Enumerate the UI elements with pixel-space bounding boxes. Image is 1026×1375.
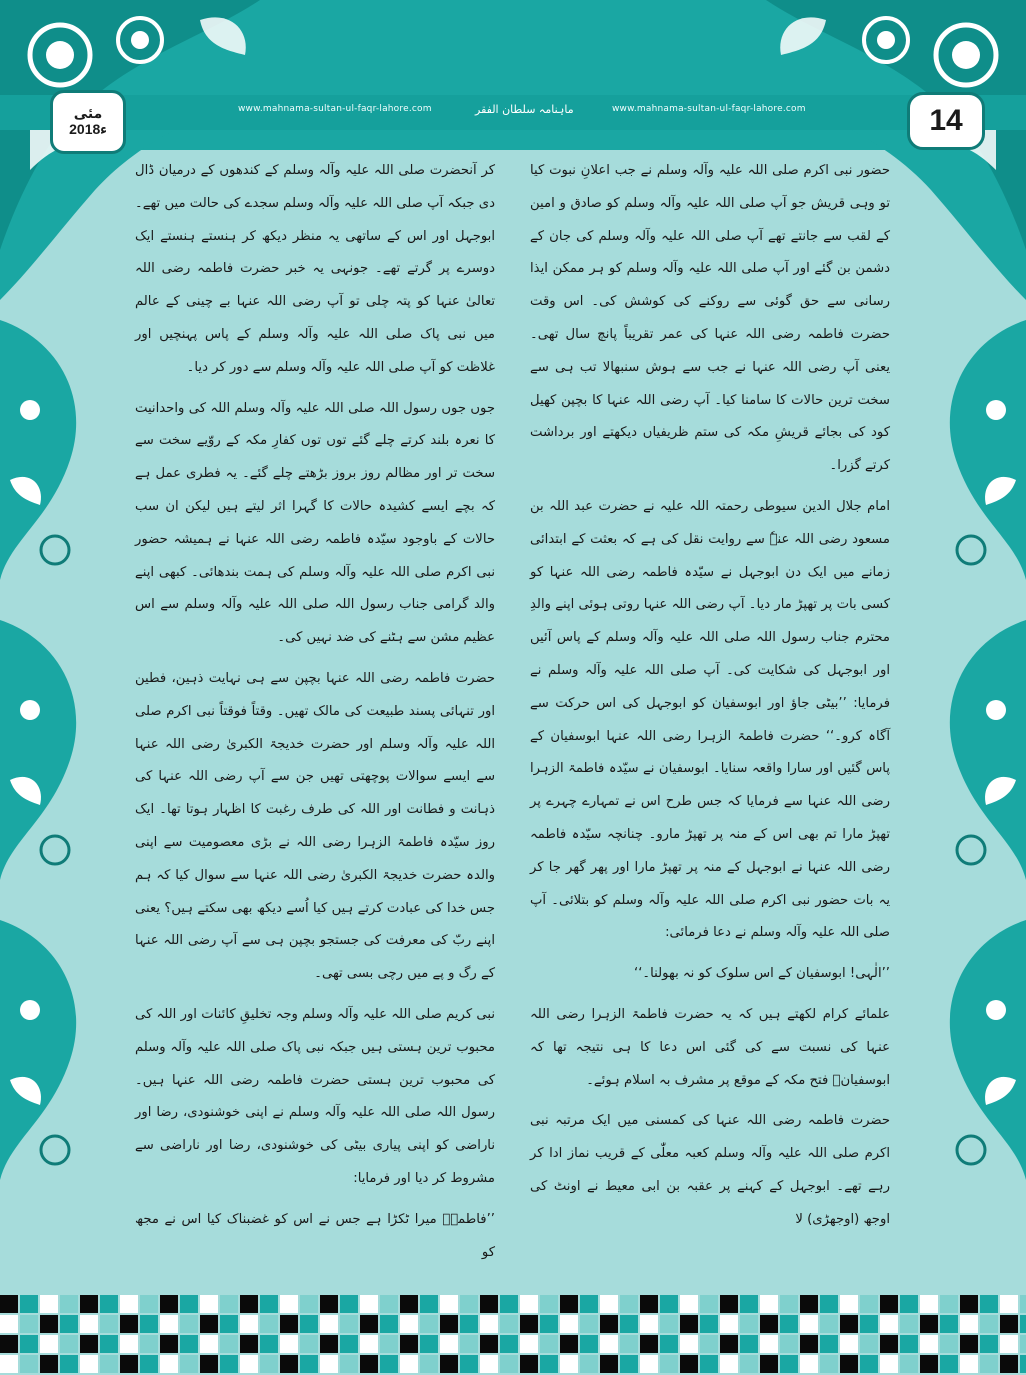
issue-year: 2018ء xyxy=(69,120,107,137)
article-body xyxy=(135,155,890,1275)
right-paisley-pattern xyxy=(926,320,1026,1250)
issue-date-badge xyxy=(50,90,126,154)
paragraph: حضرت فاطمہ رضی اللہ عنہا کی کمسنی میں ایک مرتبہ نبی اکرم صلی اللہ علیہ وآلہ وسلم کعبہ معلّٰی کے قریب نماز ادا کر رہے تھے۔ ابوجہل کے کہنے پر عقبہ بن ابی معیط نے اونٹ کی اوجھ (اوجھڑی) لا xyxy=(530,1113,890,1227)
paragraph: نبی کریم صلی اللہ علیہ وآلہ وسلم وجہ تخلیقِ کائنات اور اللہ کی محبوب ترین ہستی ہیں جبکہ نبی پاک صلی اللہ علیہ وآلہ وسلم کی محبوب ترین ہستی حضرت فاطمہ رضی اللہ عنہا ہیں۔ رسول اللہ صلی اللہ علیہ وآلہ وسلم نے اپنی خوشنودی، رضا اور ناراضی کو اپنی پیاری بیٹی کی خوشنودی، رضا اور ناراضی سے مشروط کر دیا اور فرمایا: xyxy=(135,1006,495,1186)
issue-month: مئی xyxy=(73,105,103,122)
bottom-checker-border xyxy=(0,1295,1026,1375)
quote-paragraph: ’’الٰہی! ابوسفیان کے اس سلوک کو نہ بھولنا۔‘‘ xyxy=(634,966,890,982)
quote-paragraph: ’’فاطمہؓ میرا ٹکڑا ہے جس نے اس کو غضبناک کیا اس نے مجھ کو xyxy=(135,1211,495,1260)
left-paisley-pattern xyxy=(0,320,100,1250)
magazine-logo: ماہنامہ سلطان الفقر xyxy=(475,103,574,116)
paragraph: کر آنحضرت صلی اللہ علیہ وآلہ وسلم کے کندھوں کے درمیان ڈال دی جبکہ آپ صلی اللہ علیہ وآلہ وسلم سجدے کی حالت میں تھے۔ ابوجہل اور اس کے ساتھی یہ منظر دیکھ کر ہنستے ہنستے ایک دوسرے پر گرتے تھے۔ جونہی یہ خبر حضرت فاطمہ رضی اللہ تعالیٰ عنہا کو پتہ چلی تو آپ رضی اللہ عنہا بے چینی کے عالم میں نبی پاک صلی اللہ علیہ وآلہ وسلم کے پاس پہنچیں اور غلاظت کو آپ صلی اللہ علیہ وآلہ وسلم سے دور کر دیا۔ xyxy=(135,163,495,375)
paragraph: حضرت فاطمہ رضی اللہ عنہا بچپن سے ہی نہایت ذہین، فطین اور تنہائی پسند طبیعت کی مالک تھیں۔ وقتاً فوقتاً نبی اکرم صلی اللہ علیہ وآلہ وسلم اور حضرت خدیجۃ الکبریٰ رضی اللہ عنہا سے ایسے سوالات پوچھتی تھیں جن سے آپ رضی اللہ عنہا کی ذہانت و فطانت اور اللہ کی طرف رغبت کا اظہار ہوتا تھا۔ ایک روز سیّدہ فاطمۃ الزہرا رضی اللہ نے بڑی معصومیت سے اپنی والدہ حضرت خدیجۃ الکبریٰ رضی اللہ عنہا سے سوال کیا کہ ہم جس خدا کی عبادت کرتے ہیں کیا اُسے دیکھ بھی سکتے ہیں؟ یعنی اپنے ربّ کی معرفت کی جستجو بچپن ہی سے آپ رضی اللہ عنہا کے رگ و پے میں رچی بسی تھی۔ xyxy=(135,670,495,982)
website-url-right[interactable]: www.mahnama-sultan-ul-faqr-lahore.com xyxy=(612,104,806,114)
page-number-badge xyxy=(907,92,985,150)
paragraph: حضور نبی اکرم صلی اللہ علیہ وآلہ وسلم نے جب اعلانِ نبوت کیا تو وہی قریش جو آپ صلی اللہ علیہ وآلہ وسلم کو صادق و امین کے لقب سے جانتے تھے آپ صلی اللہ علیہ وآلہ وسلم کی جان کے دشمن بن گئے اور آپ صلی اللہ علیہ وآلہ وسلم کو ہر ممکن ایذا رسانی سے حق گوئی سے روکنے کی کوشش کی۔ اس وقت حضرت فاطمہ رضی اللہ عنہا کی عمر تقریباً پانچ سال تھی۔ یعنی آپ رضی اللہ عنہا نے جب سے ہوش سنبھالا تب ہی سے سخت ترین حالات کا سامنا کیا۔ آپ رضی اللہ عنہا کا بچپن کھیل کود کی بجائے قریشِ مکہ کی ستم ظریفیاں دیکھتے اور برداشت کرتے گزرا۔ xyxy=(530,163,890,474)
right-column xyxy=(530,155,890,1245)
website-url-left[interactable]: www.mahnama-sultan-ul-faqr-lahore.com xyxy=(238,104,432,114)
paragraph: جوں جوں رسول اللہ صلی اللہ علیہ وآلہ وسلم اللہ کی واحدانیت کا نعرہ بلند کرتے چلے گئے توں توں کفارِ مکہ کے روّیے سخت سے سخت تر اور مظالم روز بروز بڑھتے چلے گئے۔ یہ فطری عمل ہے کہ بچے ایسے کشیدہ حالات کا گہرا اثر لیتے ہیں لیکن ان سب حالات کے باوجود سیّدہ فاطمہ رضی اللہ عنہا نے ہمیشہ حضور نبی اکرم صلی اللہ علیہ وآلہ وسلم کی ہمت بندھائی۔ کبھی اپنے والد گرامی جناب رسول اللہ صلی اللہ علیہ وآلہ وسلم سے اس عظیم مشن سے ہٹنے کی ضد نہیں کی۔ xyxy=(135,400,495,646)
paragraph: علمائے کرام لکھتے ہیں کہ یہ حضرت فاطمۃ الزہرا رضی اللہ عنہا کی نسبت سے کی گئی اس دعا کا ہی نتیجہ تھا کہ ابوسفیانؓ فتح مکہ کے موقع پر مشرف بہ اسلام ہوئے۔ xyxy=(530,1006,890,1088)
left-column xyxy=(135,155,495,1277)
page-number: 14 xyxy=(929,104,963,137)
paragraph: امام جلال الدین سیوطی رحمتہ اللہ علیہ نے حضرت عبد اللہ بن مسعود رضی اللہ عنہٗ سے روایت نقل کی ہے کہ بعثت کے ابتدائی زمانے میں ایک دن ابوجہل نے سیّدہ فاطمہ رضی اللہ عنہا کو کسی بات پر تھپڑ مار دیا۔ آپ رضی اللہ عنہا روتی ہوئی اپنے والدِ محترم جناب رسول اللہ صلی اللہ علیہ وآلہ وسلم کے پاس آئیں اور ابوجہل کی شکایت کی۔ آپ صلی اللہ علیہ وآلہ وسلم نے فرمایا: ’’بیٹی جاؤ اور ابوسفیان کو ابوجہل کی اس حرکت سے آگاہ کرو۔‘‘ حضرت فاطمۃ الزہرا رضی اللہ عنہا ابوسفیان کے پاس گئیں اور سارا واقعہ سنایا۔ ابوسفیان نے سیّدہ فاطمۃ الزہرا رضی اللہ عنہا سے فرمایا کہ جس طرح اس نے تمہارے چہرے پر تھپڑ مارا تم بھی اس کے منہ پر تھپڑ مارو۔ چنانچہ سیّدہ فاطمہ رضی اللہ عنہا نے ابوجہل کے منہ پر تھپڑ مارا اور پھر گھر جا کر یہ بات حضور نبی اکرم صلی اللہ علیہ وآلہ وسلم کو بتلائی۔ آپ صلی اللہ علیہ وآلہ وسلم نے دعا فرمائی: xyxy=(530,498,890,941)
